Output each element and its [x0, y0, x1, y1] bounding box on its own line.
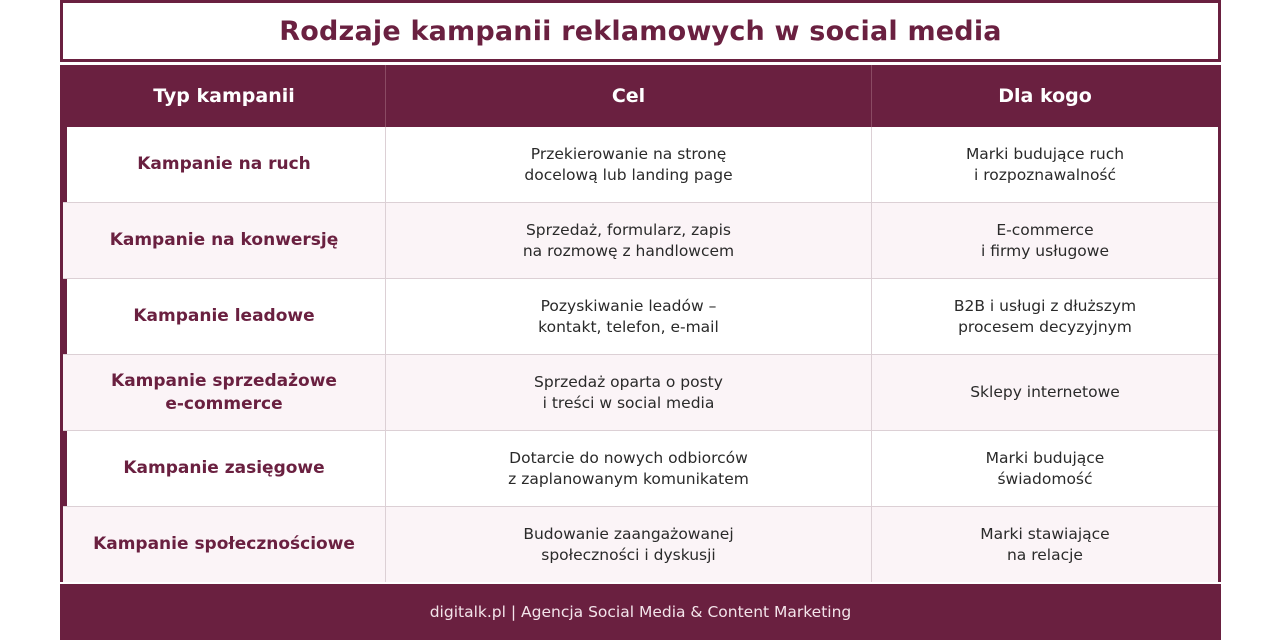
campaign-table — [60, 65, 1221, 582]
cell-goal — [385, 355, 871, 430]
cell-goal-line: Sprzedaż oparta o posty — [534, 372, 723, 391]
cell-audience — [871, 355, 1218, 430]
cell-audience-line: i rozpoznawalność — [973, 165, 1117, 184]
footer-text: digitalk.pl | Agencja Social Media & Content Marketing — [429, 603, 852, 621]
cell-audience-line: świadomość — [997, 469, 1093, 488]
cell-goal-line: i treści w social media — [542, 393, 715, 412]
cell-goal — [385, 203, 871, 278]
cell-type-line: Kampanie sprzedażowe — [111, 370, 337, 391]
cell-goal — [385, 127, 871, 202]
cell-type — [63, 355, 385, 430]
cell-audience-line: na relacje — [1006, 545, 1083, 564]
cell-type-line: Kampanie zasięgowe — [123, 458, 325, 478]
cell-goal-line: z zaplanowanym komunikatem — [508, 469, 749, 488]
cell-audience-line: Marki stawiające — [980, 524, 1110, 543]
cell-goal-line: Budowanie zaangażowanej — [523, 524, 734, 543]
cell-goal-line: docelową lub landing page — [524, 165, 733, 184]
cell-goal-line: Sprzedaż, formularz, zapis — [525, 220, 732, 239]
cell-audience-line: Marki budujące ruch — [965, 144, 1125, 163]
cell-type — [63, 507, 385, 582]
cell-type — [63, 203, 385, 278]
cell-audience — [871, 431, 1218, 506]
cell-goal-line: społeczności i dyskusji — [541, 545, 716, 564]
cell-type-line: Kampanie leadowe — [133, 306, 315, 326]
cell-type-line: Kampanie na ruch — [137, 154, 311, 174]
header-audience: Dla kogo — [871, 65, 1218, 127]
page-title: Rodzaje kampanii reklamowych w social media — [279, 15, 1002, 47]
cell-goal-line: Pozyskiwanie leadów – — [540, 296, 717, 315]
cell-goal — [385, 279, 871, 354]
cell-audience-line: B2B i usługi z dłuższym — [953, 296, 1137, 315]
cell-audience-line: E-commerce — [996, 220, 1094, 239]
table-row — [63, 354, 1218, 430]
table-body — [63, 127, 1218, 582]
cell-type — [63, 127, 385, 202]
cell-type-line: Kampanie społecznościowe — [93, 534, 355, 554]
cell-audience-line: i firmy usługowe — [981, 241, 1109, 260]
cell-audience — [871, 279, 1218, 354]
table-row — [63, 127, 1218, 202]
cell-goal-line: na rozmowę z handlowcem — [522, 241, 735, 260]
cell-type-line: Kampanie na konwersję — [109, 230, 339, 250]
cell-type — [63, 431, 385, 506]
cell-audience-line: Sklepy internetowe — [970, 383, 1120, 401]
table-row — [63, 202, 1218, 278]
cell-goal-line: kontakt, telefon, e-mail — [538, 317, 719, 336]
table-header — [63, 65, 1218, 127]
cell-goal-line: Dotarcie do nowych odbiorców — [509, 448, 748, 467]
cell-audience-line: Marki budujące — [985, 448, 1105, 467]
cell-audience — [871, 127, 1218, 202]
cell-type-line: e-commerce — [165, 393, 283, 414]
table-row — [63, 278, 1218, 354]
cell-goal-line: Przekierowanie na stronę — [530, 144, 727, 163]
cell-audience — [871, 507, 1218, 582]
cell-goal — [385, 431, 871, 506]
table-row — [63, 506, 1218, 582]
infographic — [60, 0, 1221, 640]
cell-type — [63, 279, 385, 354]
cell-audience — [871, 203, 1218, 278]
cell-audience-line: procesem decyzyjnym — [958, 317, 1132, 336]
header-goal: Cel — [385, 65, 871, 127]
header-type: Typ kampanii — [153, 85, 295, 107]
table-row — [63, 430, 1218, 506]
cell-goal — [385, 507, 871, 582]
footer — [60, 584, 1221, 640]
title-box — [60, 0, 1221, 62]
